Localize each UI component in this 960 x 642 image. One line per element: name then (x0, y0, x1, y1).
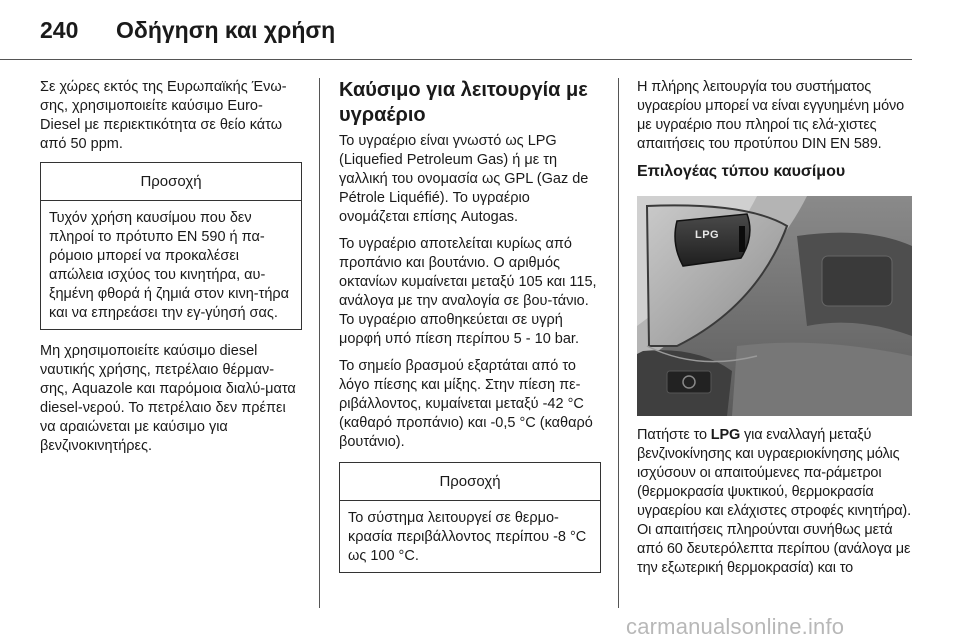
caution-text: Τυχόν χρήση καυσίμου που δεν πληροί το πρότυπο EN 590 ή πα-ρόμοιο μπορεί να προκαλέσει απώλεια ισχύος του κινητήρα, αυ-ξημένη φθορά ή ζημιά στον κινη-τήρα και να επηρεάσει την εγ-γύησή σας. (49, 210, 290, 321)
caution-title: Προσοχή (340, 463, 600, 501)
lpg-button-reference: LPG (710, 427, 741, 443)
lpg-button-figure (637, 196, 912, 416)
paragraph-euro-diesel: Σε χώρες εκτός της Ευρωπαϊκής Ένω-σης, χρησιμοποιείτε καύσιμο Euro-Diesel με περιεκτικότητα σε θείο κάτω από 50 ppm. (40, 79, 287, 152)
paragraph-diesel-warning: Μη χρησιμοποιείτε καύσιμο diesel ναυτικής χρήσης, πετρέλαιο θέρμαν-σης, Aquazole και παρόμοια διαλύ-ματα diesel-νερού. Το πετρέλαιο δεν πρέπει να αραιώνεται με καύσιμο για βενζινοκινητήρες. (40, 343, 296, 454)
text-run: Πατήστε το (637, 427, 711, 443)
page-number: 240 (40, 17, 79, 43)
header-rule (0, 59, 912, 60)
paragraph-din-standard: Η πλήρης λειτουργία του συστήματος υγραερίου μπορεί να είναι εγγυημένη μόνο με υγραέριο που πληροί τις ελά-χιστες απαιτήσεις του προτύπου DIN EN 589. (637, 79, 905, 152)
paragraph-lpg-button-usage (637, 426, 912, 578)
column-divider-1 (319, 78, 320, 608)
lpg-button-label: LPG (695, 229, 720, 241)
column-2 (339, 78, 601, 585)
caution-box (339, 462, 601, 573)
caution-box (40, 162, 302, 330)
page-title: Οδήγηση και χρήση (116, 17, 336, 43)
caution-text: Το σύστημα λειτουργεί σε θερμο-κρασία περιβάλλοντος περίπου -8 °C ως 100 °C. (348, 510, 587, 564)
paragraph-lpg-composition: Το υγραέριο αποτελείται κυρίως από προπάνιο και βουτάνιο. Ο αριθμός οκτανίων κυμαίνεται μεταξύ 105 και 115, ανάλογα με την αναλογία σε βου-τάνιο. Το υγραέριο αποθηκεύεται σε υγρή μορφή υπό πίεση περίπου 5 - 10 bar. (339, 236, 597, 347)
column-1 (40, 78, 302, 464)
section-heading-fuel-selector: Επιλογέας τύπου καυσίμου (637, 163, 846, 180)
watermark: carmanualsonline.info (626, 614, 845, 639)
text-run: για εναλλαγή μεταξύ βενζινοκίνησης και υγραεριοκίνησης μόλις ισχύσουν οι απαιτούμενες πα-ράμετροι (θερμοκρασία ψυκτικού, θερμοκρασία υγραερίου και ελάχιστες στροφές κινητήρα). Οι απαιτήσεις πληρούνται συνήθως μετά από 60 δευτερόλεπτα περίπου (ανάλογα με την εξωτερική θερμοκρασία) και το (637, 427, 911, 576)
caution-title: Προσοχή (41, 163, 301, 201)
dashboard-illustration (637, 196, 912, 416)
paragraph-lpg-intro: Το υγραέριο είναι γνωστό ως LPG (Liquefied Petroleum Gas) ή με τη γαλλική του ονομασία ως GPL (Gaz de Pétrole Liquéfié). Το υγραέριο ονομάζεται επίσης Autogas. (339, 133, 589, 225)
column-3 (637, 78, 912, 586)
column-divider-2 (618, 78, 619, 608)
section-heading-lpg-fuel: Καύσιμο για λειτουργία με υγραέριο (339, 79, 588, 126)
paragraph-lpg-boiling-point: Το σημείο βρασμού εξαρτάται από το λόγο πίεσης και μίξης. Στην πίεση πε-ριβάλλοντος, κυμαίνεται μεταξύ -42 °C (καθαρό προπάνιο) και -0,5 °C (καθαρό βουτάνιο). (339, 358, 593, 450)
page-header (0, 0, 960, 60)
